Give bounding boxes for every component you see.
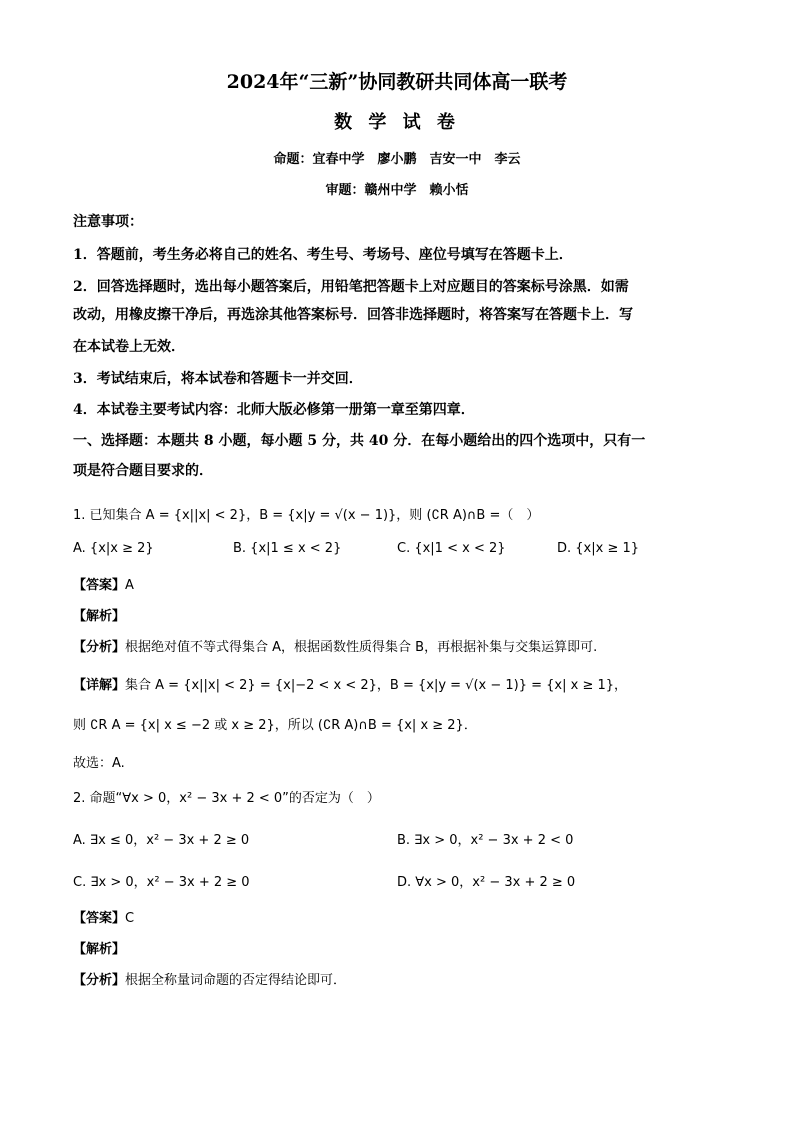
q2-option-d: D. ∀x > 0，x² − 3x + 2 ≥ 0 [397, 875, 576, 890]
q2-option-a: A. ∃x ≤ 0，x² − 3x + 2 ≥ 0 [73, 833, 250, 848]
fenxi-tag: 【分析】 [73, 973, 126, 988]
q2-option-b: B. ∃x > 0，x² − 3x + 2 < 0 [397, 833, 574, 848]
q1-conclusion: 故选：A. [73, 756, 125, 771]
note-item: 改动，用橡皮擦干净后，再选涂其他答案标号．回答非选择题时，将答案写在答题卡上．写 [73, 307, 633, 323]
q2-answer-line [73, 909, 134, 929]
q1-answer-line [73, 576, 134, 596]
analysis-tag: 【解析】 [73, 942, 126, 957]
fenxi-tag: 【分析】 [73, 640, 126, 655]
q2-stem: 2. 命题“∀x > 0，x² − 3x + 2 < 0”的否定为（ ） [73, 791, 380, 806]
note-item: 4．本试卷主要考试内容：北师大版必修第一册第一章至第四章． [73, 402, 475, 418]
q1-option-b: B. {x|1 ≤ x < 2} [233, 541, 342, 556]
q1-fenxi-line [73, 638, 597, 658]
q1-option-a: A. {x|x ≥ 2} [73, 541, 154, 556]
q1-stem: 1. 已知集合 A = {x||x| < 2}，B = {x|y = √(x − 1)}，则 (∁R A)∩B =（ ） [73, 508, 540, 523]
fenxi-text: 根据全称量词命题的否定得结论即可． [125, 973, 347, 988]
q1-option-c: C. {x|1 < x < 2} [397, 541, 506, 556]
authors-line: 命题：宜春中学 廖小鹏 吉安一中 李云 [273, 152, 521, 167]
section-heading-cont: 项是符合题目要求的． [73, 463, 213, 479]
fenxi-text: 根据绝对值不等式得集合 A，根据函数性质得集合 B，再根据补集与交集运算即可. [125, 640, 598, 655]
detail-tag: 【详解】 [73, 678, 126, 693]
notes-heading: 注意事项： [73, 214, 143, 230]
q1-detail-cont: 则 ∁R A = {x| x ≤ −2 或 x ≥ 2}，所以 (∁R A)∩B = {x| x ≥ 2}． [73, 718, 477, 733]
q1-option-d: D. {x|x ≥ 1} [557, 541, 640, 556]
q2-fenxi-line [73, 971, 346, 991]
q1-detail-line [73, 676, 627, 696]
note-item: 1．答题前，考生务必将自己的姓名、考生号、考场号、座位号填写在答题卡上． [73, 247, 573, 263]
answer-tag: 【答案】 [73, 578, 126, 593]
note-item: 3．考试结束后，将本试卷和答题卡一并交回． [73, 371, 363, 387]
reviewers-line: 审题：赣州中学 赖小恬 [325, 183, 469, 198]
detail-text: 集合 A = {x||x| < 2} = {x|−2 < x < 2}，B = {x|y = √(x − 1)} = {x| x ≥ 1}， [125, 678, 628, 693]
answer-value: A [125, 578, 134, 593]
answer-tag: 【答案】 [73, 911, 126, 926]
exam-title: 2024年“三新”协同教研共同体高一联考 [226, 71, 568, 93]
section-heading: 一、选择题：本题共 8 小题，每小题 5 分，共 40 分．在每小题给出的四个选项中，只有一 [73, 433, 646, 449]
answer-value: C [125, 911, 135, 926]
q2-option-c: C. ∃x > 0，x² − 3x + 2 ≥ 0 [73, 875, 250, 890]
exam-subtitle: 数 学 试 卷 [334, 112, 460, 133]
note-item: 在本试卷上无效． [73, 339, 185, 355]
note-item: 2．回答选择题时，选出每小题答案后，用铅笔把答题卡上对应题目的答案标号涂黑．如需 [73, 279, 629, 295]
analysis-tag: 【解析】 [73, 609, 126, 624]
